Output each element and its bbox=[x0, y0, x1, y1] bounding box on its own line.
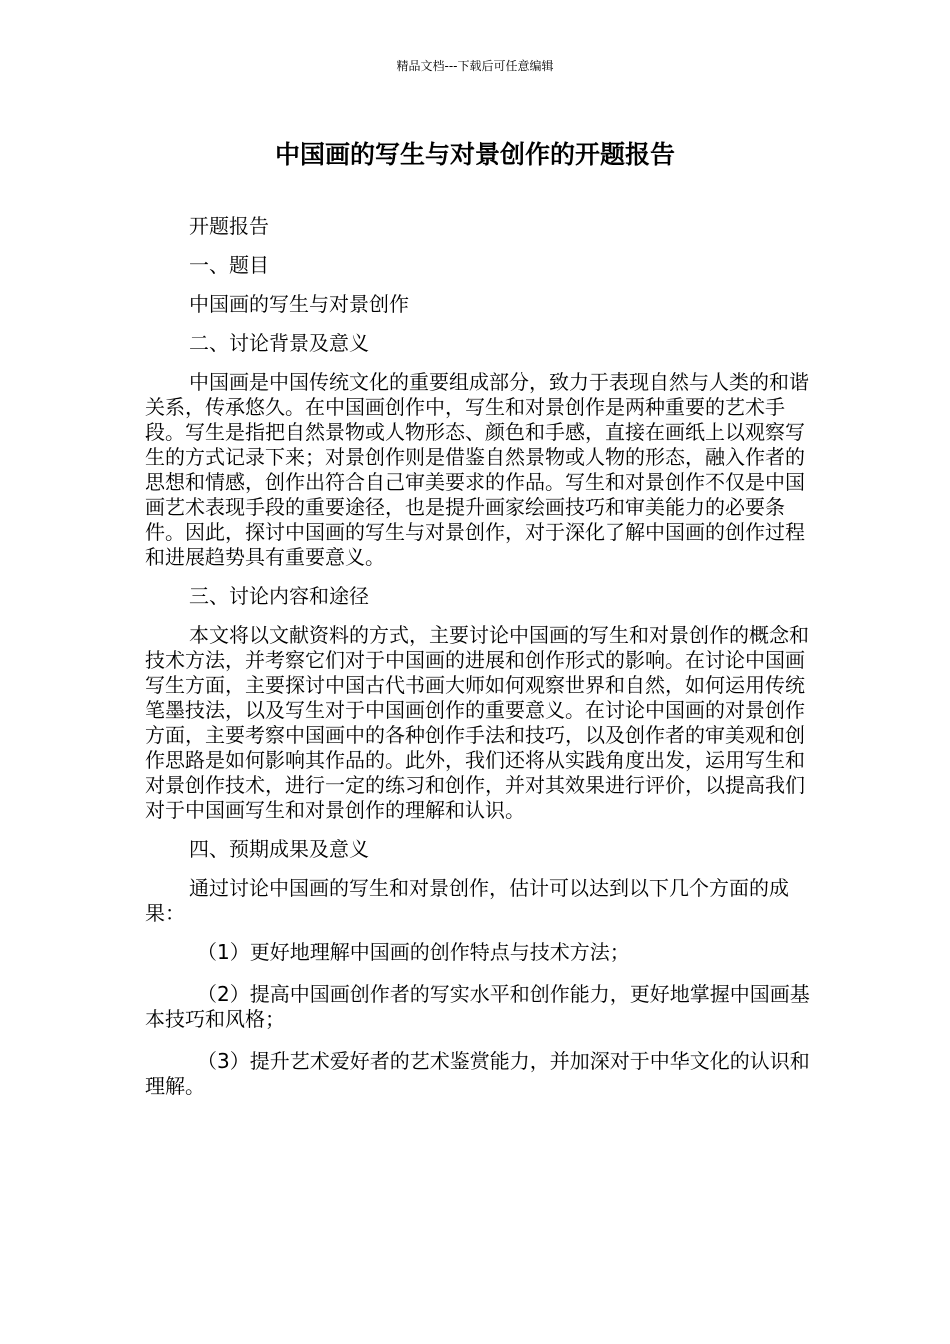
document-body bbox=[145, 214, 810, 1116]
topic-text: 中国画的写生与对景创作 bbox=[189, 292, 409, 316]
section-label-report: 开题报告 bbox=[189, 214, 269, 238]
list-item: （3）提升艺术爱好者的艺术鉴赏能力，并加深对于中华文化的认识和理解。 bbox=[145, 1049, 810, 1098]
heading-background: 二、讨论背景及意义 bbox=[189, 331, 369, 355]
list-item: （2）提高中国画创作者的写实水平和创作能力，更好地掌握中国画基本技巧和风格； bbox=[145, 982, 810, 1031]
background-paragraph: 中国画是中国传统文化的重要组成部分，致力于表现自然与人类的和谐关系，传承悠久。在中国画创作中，写生和对景创作是两种重要的艺术手段。写生是指把自然景物或人物形态、颜色和手感，直接在画纸上以观察写生的方式记录下来；对景创作则是借鉴自然景物或人物的形态，融入作者的思想和情感，创作出符合自己审美要求的作品。写生和对景创作不仅是中国画艺术表现手段的重要途径，也是提升画家绘画技巧和审美能力的必要条件。因此，探讨中国画的写生与对景创作，对于深化了解中国画的创作过程和进展趋势具有重要意义。 bbox=[145, 370, 809, 569]
document-title: 中国画的写生与对景创作的开题报告 bbox=[274, 140, 675, 169]
heading-content-methods: 三、讨论内容和途径 bbox=[189, 584, 369, 608]
heading-expected-results: 四、预期成果及意义 bbox=[189, 837, 369, 861]
list-item: （1）更好地理解中国画的创作特点与技术方法； bbox=[197, 940, 630, 964]
expected-results-intro: 通过讨论中国画的写生和对景创作，估计可以达到以下几个方面的成果： bbox=[145, 876, 789, 925]
heading-topic: 一、题目 bbox=[189, 253, 269, 277]
page-header-watermark: 精品文档---下载后可任意编辑 bbox=[396, 59, 554, 73]
content-methods-paragraph: 本文将以文献资料的方式，主要讨论中国画的写生和对景创作的概念和技术方法，并考察它们对于中国画的进展和创作形式的影响。在讨论中国画写生方面，主要探讨中国古代书画大师如何观察世界和自然，如何运用传统笔墨技法，以及写生对于中国画创作的重要意义。在讨论中国画的对景创作方面，主要考察中国画中的各种创作手法和技巧，以及创作者的审美观和创作思路是如何影响其作品的。此外，我们还将从实践角度出发，运用写生和对景创作技术，进行一定的练习和创作，并对其效果进行评价，以提高我们对于中国画写生和对景创作的理解和认识。 bbox=[145, 623, 809, 822]
